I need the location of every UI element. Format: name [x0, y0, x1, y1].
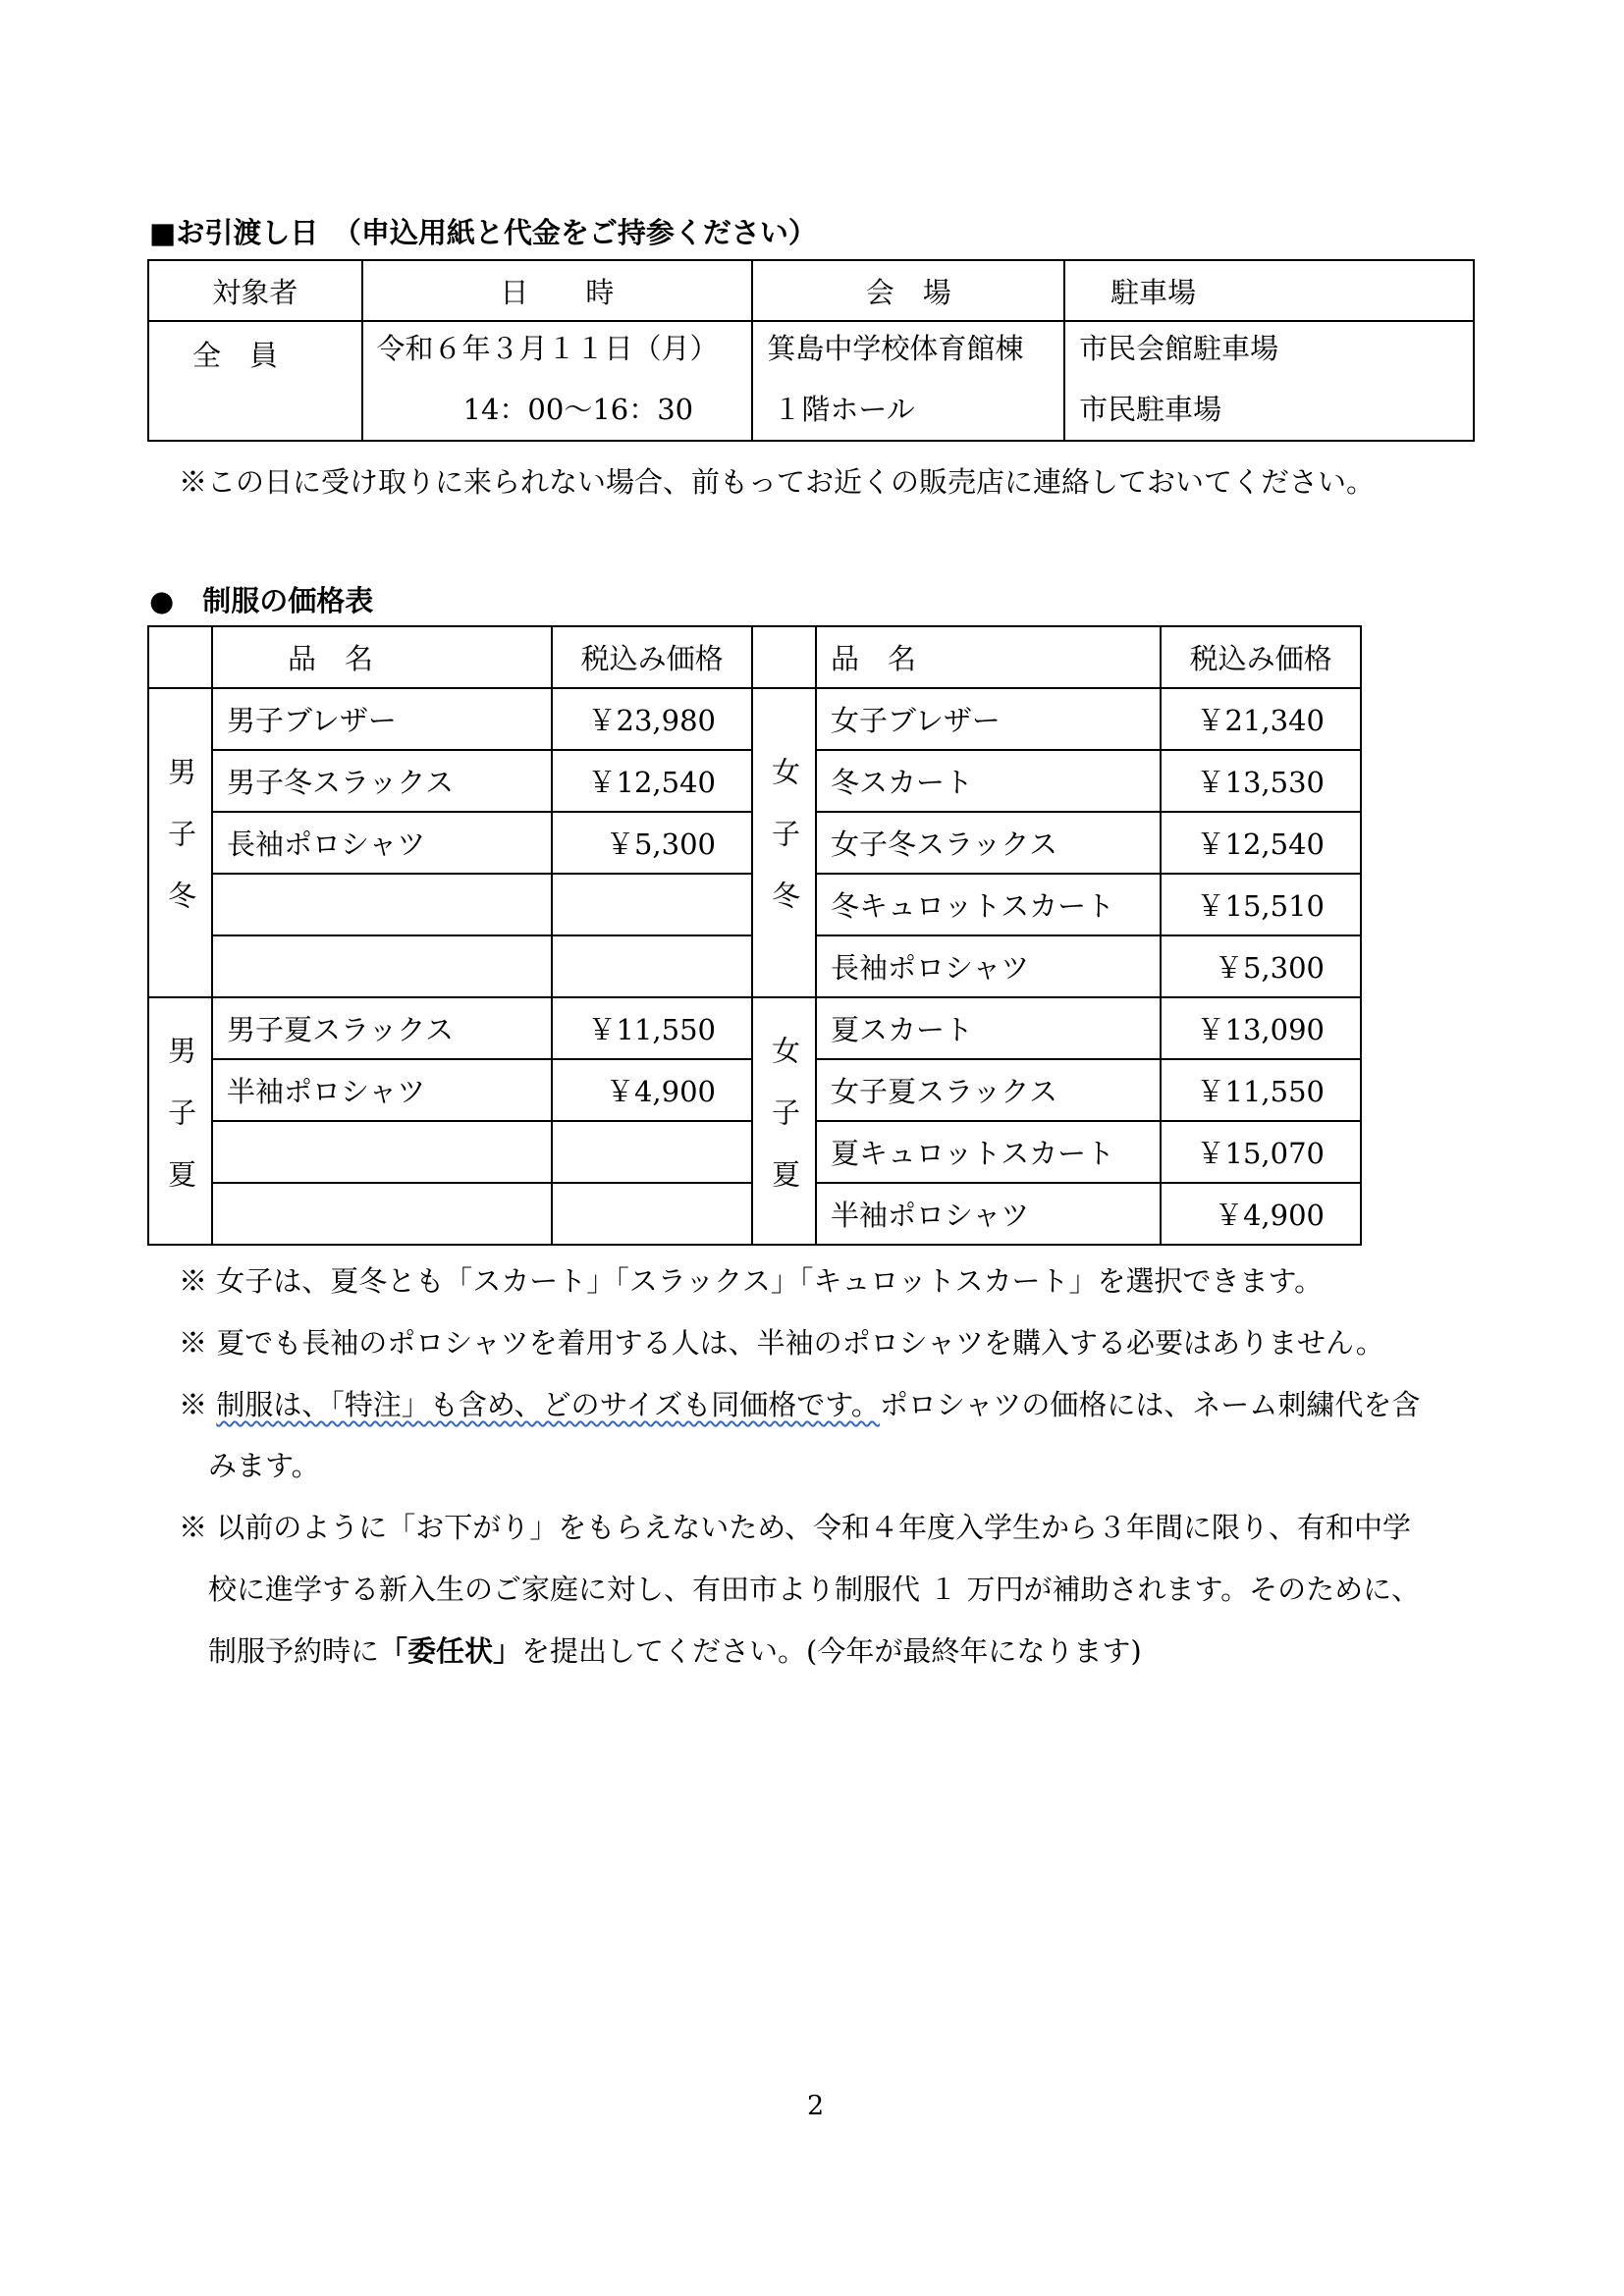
price-cell: ￥11,550: [1161, 1059, 1361, 1121]
boys-winter-label: 男子冬: [148, 688, 212, 997]
item-cell: 夏キュロットスカート: [816, 1121, 1161, 1183]
item-cell: 長袖ポロシャツ: [212, 812, 552, 874]
note-4-proxy-form: 「委任状」: [379, 1634, 522, 1668]
item-cell: 夏スカート: [816, 997, 1161, 1059]
price-cell: ￥13,090: [1161, 997, 1361, 1059]
price-cell: ￥5,300: [552, 812, 752, 874]
boys-summer-label: 男子夏: [148, 997, 212, 1245]
venue-line2: １階ホール: [773, 393, 915, 426]
header-price-left: 税込み価格: [552, 626, 752, 688]
price-cell: ￥11,550: [552, 997, 752, 1059]
price-table: [147, 625, 1362, 1246]
item-cell: 冬スカート: [816, 750, 1161, 812]
price-header-row: [148, 626, 1361, 688]
pickup-time: 14：00〜16：30: [462, 393, 694, 426]
note-3-underlined: 制服は、「特注」も含め、どのサイズも同価格です。: [216, 1388, 880, 1421]
header-blank-right: [752, 626, 816, 688]
pickup-date: 令和６年３月１１日（月）: [376, 332, 719, 365]
note-2: ※ 夏でも長袖のポロシャツを着用する人は、半袖のポロシャツを購入する必要はありません。: [179, 1326, 1384, 1360]
pickup-parking: [1064, 321, 1474, 441]
empty-item-cell: [212, 1121, 552, 1183]
venue-line1: 箕島中学校体育館棟: [767, 332, 1024, 365]
header-parking: 駐車場: [1064, 260, 1474, 321]
price-cell: ￥12,540: [1161, 812, 1361, 874]
pickup-note: ※この日に受け取りに来られない場合、前もってお近くの販売店に連絡しておいてください。: [179, 465, 1376, 499]
parking-line2: 市民駐車場: [1079, 393, 1222, 426]
item-cell: 冬キュロットスカート: [816, 874, 1161, 935]
pickup-table: [147, 259, 1475, 442]
table-row: [148, 997, 1361, 1059]
note-3-rest: ポロシャツの価格には、ネーム刺繍代を含: [879, 1388, 1421, 1421]
empty-price-cell: [552, 935, 752, 997]
parking-line1: 市民会館駐車場: [1079, 332, 1279, 365]
header-price-right: 税込み価格: [1161, 626, 1361, 688]
header-datetime: 日 時: [362, 260, 753, 321]
item-cell: 男子冬スラックス: [212, 750, 552, 812]
header-venue: 会 場: [752, 260, 1064, 321]
item-cell: 女子ブレザー: [816, 688, 1161, 750]
empty-item-cell: [212, 935, 552, 997]
item-cell: 半袖ポロシャツ: [816, 1183, 1161, 1245]
note-4-line3-pre: 制服予約時に: [208, 1634, 380, 1668]
price-cell: ￥4,900: [1161, 1183, 1361, 1245]
item-cell: 半袖ポロシャツ: [212, 1059, 552, 1121]
empty-price-cell: [552, 874, 752, 935]
note-1: ※ 女子は、夏冬とも「スカート」「スラックス」「キュロットスカート」を選択できます。: [179, 1264, 1324, 1298]
price-cell: ￥15,510: [1161, 874, 1361, 935]
price-cell: ￥13,530: [1161, 750, 1361, 812]
price-cell: ￥4,900: [552, 1059, 752, 1121]
note-4-line2: 校に進学する新入生のご家庭に対し、有田市より制服代 １ 万円が補助されます。そのために、: [208, 1573, 1421, 1606]
empty-price-cell: [552, 1121, 752, 1183]
pickup-row: [148, 321, 1474, 441]
empty-price-cell: [552, 1183, 752, 1245]
empty-item-cell: [212, 1183, 552, 1245]
note-4-line3-post: を提出してください。(今年が最終年になります): [521, 1634, 1142, 1668]
pickup-datetime: [362, 321, 753, 441]
note-4-line1: ※ 以前のように「お下がり」をもらえないため、令和４年度入学生から３年間に限り、有和中学: [179, 1511, 1412, 1544]
price-heading: ● 制服の価格表: [149, 584, 374, 617]
price-cell: ￥12,540: [552, 750, 752, 812]
note-3: [179, 1390, 1420, 1419]
item-cell: 長袖ポロシャツ: [816, 935, 1161, 997]
pickup-heading: ■お引渡し日 （申込用紙と代金をご持参ください）: [149, 216, 817, 249]
note-3-mark: ※: [179, 1388, 217, 1421]
price-cell: ￥21,340: [1161, 688, 1361, 750]
pickup-target: 全 員: [148, 321, 362, 441]
price-cell: ￥23,980: [552, 688, 752, 750]
page-number: 2: [807, 2091, 825, 2121]
item-cell: 男子ブレザー: [212, 688, 552, 750]
item-cell: 女子冬スラックス: [816, 812, 1161, 874]
header-item-left: 品 名: [212, 626, 552, 688]
note-4-line3: [208, 1636, 1142, 1666]
header-target: 対象者: [148, 260, 362, 321]
pickup-venue: [752, 321, 1064, 441]
header-blank-left: [148, 626, 212, 688]
note-3-line2: みます。: [208, 1449, 320, 1482]
girls-winter-label: 女子冬: [752, 688, 816, 997]
price-cell: ￥15,070: [1161, 1121, 1361, 1183]
price-cell: ￥5,300: [1161, 935, 1361, 997]
empty-item-cell: [212, 874, 552, 935]
item-cell: 女子夏スラックス: [816, 1059, 1161, 1121]
table-row: [148, 688, 1361, 750]
header-item-right: 品 名: [816, 626, 1161, 688]
girls-summer-label: 女子夏: [752, 997, 816, 1245]
item-cell: 男子夏スラックス: [212, 997, 552, 1059]
pickup-header-row: [148, 260, 1474, 321]
